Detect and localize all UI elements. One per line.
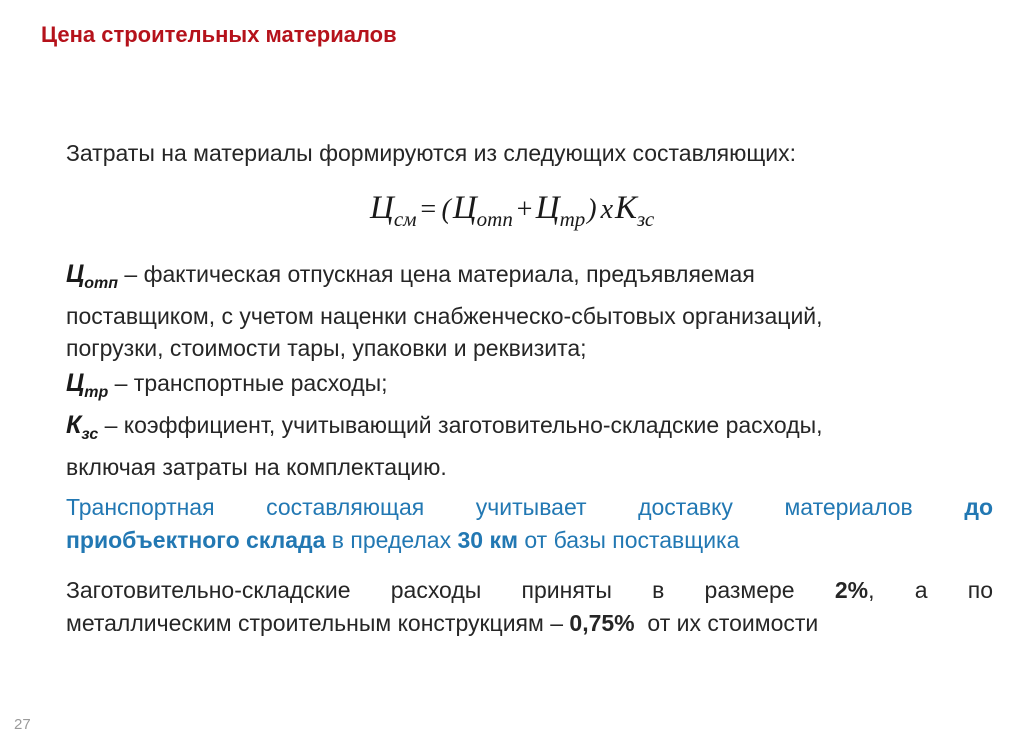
transport-note-bold1: до (964, 494, 993, 520)
formula-lhs (370, 190, 417, 231)
storage-note-text3: металлическим строительным конструкциям – (66, 610, 570, 636)
slide-title: Цена строительных материалов (41, 22, 397, 47)
transport-note-bold2: приобъектного склада (66, 527, 326, 553)
storage-note-text4: от их стоимости (634, 610, 819, 636)
symbol-zs-subscript: зс (81, 426, 99, 443)
formula-term-tr-subscript: тр (559, 207, 586, 231)
definition-otp-line2: поставщиком, с учетом наценки снабженческо-сбытовых организаций, (66, 303, 823, 329)
definition-zs (66, 409, 823, 483)
symbol-tr-subscript: тр (84, 384, 109, 401)
definition-otp (66, 258, 823, 364)
definition-tr (66, 367, 388, 409)
transport-note-text1: Транспортная составляющая учитывает доставку материалов (66, 494, 965, 520)
formula-coef-symbol: К (615, 190, 637, 226)
symbol-otp (66, 260, 119, 292)
symbol-zs (66, 411, 99, 443)
formula-term-otp (452, 190, 513, 231)
intro-text: Затраты на материалы формируются из следующих составляющих: (66, 140, 797, 166)
formula-plus: + (514, 194, 534, 225)
formula-times: х (600, 194, 614, 225)
definition-zs-line1 (66, 409, 823, 451)
symbol-tr (66, 369, 109, 401)
storage-note-bold2: 0,75% (569, 610, 635, 636)
definition-otp-line1 (66, 258, 823, 300)
transport-note-line2 (66, 524, 993, 557)
definition-zs-text1: – коэффициент, учитывающий заготовительно-складские расходы, (98, 412, 823, 438)
page-number: 27 (14, 716, 31, 733)
price-formula (370, 190, 654, 232)
formula-term-tr (535, 190, 586, 231)
storage-note-bold1: 2% (834, 577, 869, 603)
definition-tr-line1 (66, 367, 388, 409)
transport-note-text3: от базы поставщика (518, 527, 740, 553)
symbol-tr-main: Ц (66, 369, 85, 397)
symbol-otp-main: Ц (66, 260, 85, 288)
storage-note (66, 574, 993, 640)
definition-zs-line2: включая затраты на комплектацию. (66, 454, 447, 480)
formula-coef-zs (615, 190, 655, 231)
symbol-zs-main: К (66, 411, 82, 439)
formula-term-tr-symbol: Ц (535, 190, 560, 226)
transport-note (66, 491, 993, 557)
formula-open-paren: ( (441, 194, 451, 225)
storage-note-line2 (66, 607, 993, 640)
transport-note-line1 (66, 491, 993, 524)
formula-term-otp-subscript: отп (476, 207, 513, 231)
storage-note-text2: , а по (868, 577, 993, 603)
definition-otp-line3: погрузки, стоимости тары, упаковки и реквизита; (66, 335, 587, 361)
definition-tr-text1: – транспортные расходы; (108, 370, 388, 396)
formula-lhs-symbol: Ц (370, 190, 394, 226)
formula-lhs-subscript: см (393, 207, 417, 231)
storage-note-line1 (66, 574, 993, 607)
formula-close-paren: ) (587, 194, 597, 225)
formula-term-otp-symbol: Ц (452, 190, 477, 226)
symbol-otp-subscript: отп (84, 275, 119, 292)
formula-equals: = (418, 194, 438, 225)
transport-note-text2: в пределах (325, 527, 458, 553)
definition-otp-text1: – фактическая отпускная цена материала, предъявляемая (118, 261, 755, 287)
storage-note-text1: Заготовительно-складские расходы приняты в размере (66, 577, 835, 603)
formula-coef-subscript: зс (636, 207, 655, 231)
transport-note-bold3: 30 км (457, 527, 518, 553)
